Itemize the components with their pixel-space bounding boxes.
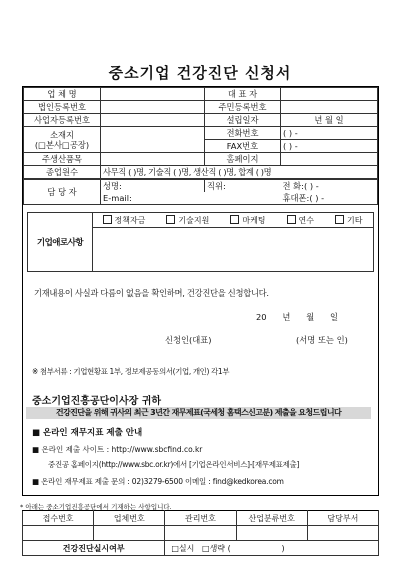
- header-management-no: 관리번호: [165, 511, 236, 526]
- attachment-note: ※ 첨부서류 : 기업현황표 1부, 정보제공동의서(기업, 개인) 각1부: [32, 367, 230, 376]
- established-field[interactable]: 년 월 일: [281, 114, 378, 127]
- homepage-label: 홈페이지: [205, 153, 281, 166]
- company-info-table: [23, 87, 378, 179]
- main-products-label: 주생산품목: [24, 153, 101, 166]
- manager-table: [23, 179, 378, 205]
- employees-field[interactable]: 사무직 ( )명, 기술직 ( )명, 생산직 ( )명, 합계 ( )명: [101, 166, 378, 179]
- difficulty-option-tech-support[interactable]: 기술지원: [166, 215, 209, 226]
- manager-title-field[interactable]: 직위:: [205, 180, 281, 193]
- checkbox-icon[interactable]: [335, 215, 344, 224]
- manager-email-field[interactable]: E-mail:: [101, 192, 281, 205]
- header-industry-code: 산업분류번호: [236, 511, 307, 526]
- header-department: 담당부서: [307, 511, 378, 526]
- submission-contact: ■ 온라인 재무제표 제출 문의 : 02)3279-6500 이메일 : find@kedkorea.com: [32, 477, 284, 486]
- office-note: * 아래는 중소기업진흥공단에서 기재하는 사항입니다.: [20, 503, 172, 511]
- address-type-checkboxes[interactable]: (□본사□공장): [34, 139, 90, 150]
- cell-receipt-no[interactable]: [23, 526, 94, 541]
- established-label: 설립일자: [205, 114, 281, 127]
- corp-reg-no-label: 법인등록번호: [24, 101, 101, 114]
- manager-phone-field[interactable]: 전 화:( ) -: [281, 180, 378, 193]
- manager-label: 담 당 자: [24, 180, 101, 205]
- main-products-field[interactable]: [101, 153, 205, 166]
- checkbox-icon[interactable]: [287, 215, 296, 224]
- submission-site: ■ 온라인 제출 사이트 : http://www.sbcfind.co.kr: [32, 445, 203, 454]
- manager-mobile-field[interactable]: 휴대폰:( ) -: [281, 192, 378, 205]
- difficulty-option-other[interactable]: 기타: [335, 215, 362, 226]
- difficulty-option-marketing[interactable]: 마케팅: [230, 215, 265, 226]
- checkbox-icon[interactable]: [103, 215, 112, 224]
- representative-field[interactable]: [281, 88, 378, 101]
- fax-field[interactable]: ( ) -: [281, 140, 378, 153]
- checkbox-icon[interactable]: [166, 215, 175, 224]
- address-label-text: 소재지: [49, 129, 75, 140]
- business-reg-no-label: 사업자등록번호: [24, 114, 101, 127]
- representative-label: 대 표 자: [205, 88, 281, 101]
- employees-label: 종업원수: [24, 166, 101, 179]
- difficulty-option-policy-fund[interactable]: 정책자금: [103, 215, 146, 226]
- header-company-no: 업체번호: [94, 511, 165, 526]
- resident-reg-no-field[interactable]: [281, 101, 378, 114]
- manager-name-field[interactable]: 성명:: [101, 180, 205, 193]
- company-name-field[interactable]: [101, 88, 205, 101]
- checkbox-icon[interactable]: [230, 215, 239, 224]
- resident-reg-no-label: 주민등록번호: [205, 101, 281, 114]
- difficulty-label: 기업애로사항: [28, 213, 93, 271]
- addressee: 중소기업진흥공단이사장 귀하: [32, 396, 162, 407]
- phone-field[interactable]: ( ) -: [281, 127, 378, 140]
- company-name-label: 업 체 명: [24, 88, 101, 101]
- office-use-section: [22, 510, 379, 556]
- corp-reg-no-field[interactable]: [101, 101, 205, 114]
- submission-heading: ■ 온라인 재무지표 제출 안내: [32, 428, 143, 438]
- office-use-table: [22, 510, 379, 556]
- address-field[interactable]: [101, 127, 205, 153]
- checkup-status-field[interactable]: □실시 □생략 ( ): [165, 541, 379, 556]
- page-title: 중소기업 건강진단 신청서: [108, 64, 292, 82]
- difficulty-section: [27, 212, 374, 272]
- signature-field[interactable]: (서명 또는 인): [296, 335, 348, 345]
- business-reg-no-field[interactable]: [101, 114, 205, 127]
- homepage-field[interactable]: [281, 153, 378, 166]
- phone-label: 전화번호: [205, 127, 281, 140]
- square-bullet-icon: ■: [32, 428, 43, 438]
- cell-industry-code[interactable]: [236, 526, 307, 541]
- cell-company-no[interactable]: [94, 526, 165, 541]
- confirm-text: 기재내용이 사실과 다름이 없음을 확인하며, 건강진단을 신청합니다.: [34, 288, 269, 298]
- submission-homepage: 중진공 홈페이지(http://www.sbc.or.kr)에서 [기업온라인서비스]-[재무제표제출]: [48, 460, 300, 469]
- applicant-label: 신청인(대표): [165, 335, 212, 345]
- difficulty-options: [92, 213, 373, 228]
- fax-label: FAX번호: [205, 140, 281, 153]
- cell-department[interactable]: [307, 526, 378, 541]
- cell-management-no[interactable]: [165, 526, 236, 541]
- date-line[interactable]: 20 년 월 일: [256, 312, 339, 322]
- difficulty-option-training[interactable]: 연수: [287, 215, 314, 226]
- difficulty-details-field[interactable]: [92, 227, 373, 271]
- financial-statement-notice: 건강진단을 위해 귀사의 최근 3년간 재무제표(국세청 홈택스신고분) 제출을 요청드립니다: [26, 407, 371, 419]
- address-label: [24, 127, 101, 153]
- checkup-status-label: 건강진단실시여부: [23, 541, 165, 556]
- header-receipt-no: 접수번호: [23, 511, 94, 526]
